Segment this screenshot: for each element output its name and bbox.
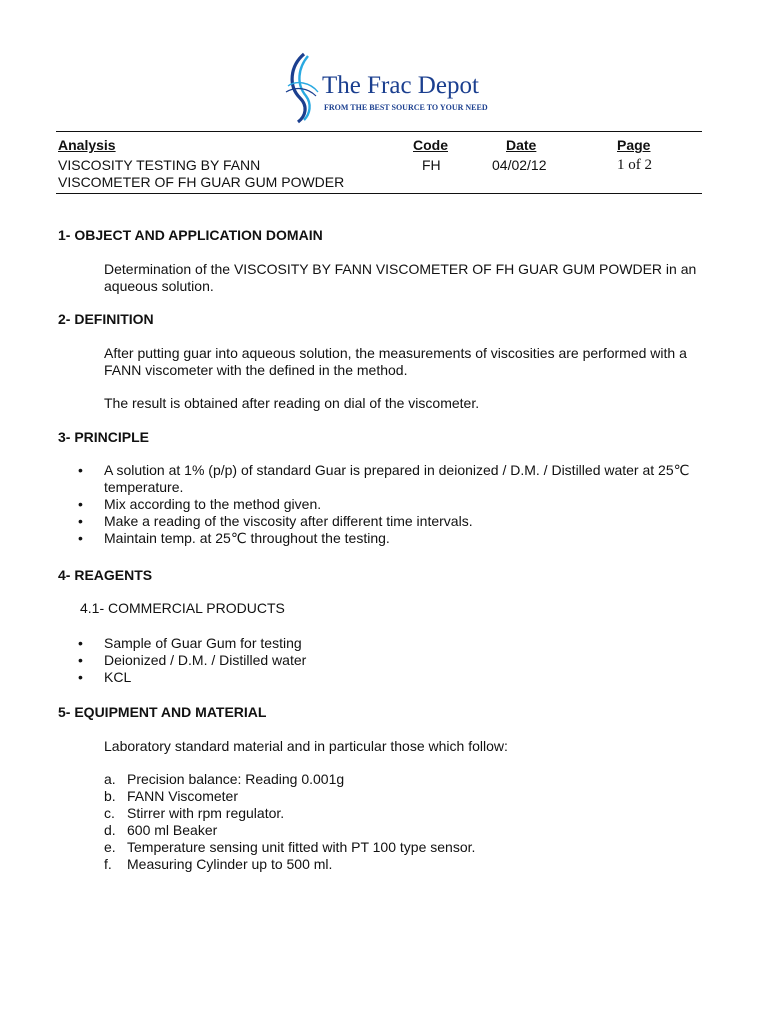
section-2-text-2: The result is obtained after reading on dial of the viscometer. (104, 395, 480, 411)
list-item (104, 788, 704, 805)
list-marker: b. (104, 788, 116, 804)
list-item-text: Sample of Guar Gum for testing (104, 635, 302, 651)
section-1-title: 1- OBJECT AND APPLICATION DOMAIN (58, 227, 323, 243)
logo-tagline: FROM THE BEST SOURCE TO YOUR NEED (324, 103, 488, 112)
list-marker: d. (104, 822, 116, 838)
list-item-text: Measuring Cylinder up to 500 ml. (127, 856, 333, 872)
list-item: • A solution at 1% (p/p) of standard Guar is prepared in deionized / D.M. / Distilled water at 25℃ temperature. (78, 462, 690, 495)
code-value: FH (422, 157, 441, 173)
list-item-text: Temperature sensing unit fitted with PT 100 type sensor. (127, 839, 476, 855)
list-item (104, 856, 704, 873)
list-item-text: Stirrer with rpm regulator. (127, 805, 285, 821)
section-3-title: 3- PRINCIPLE (58, 429, 150, 445)
list-item (104, 839, 704, 856)
list-item-text: Deionized / D.M. / Distilled water (104, 652, 307, 668)
section-4-title: 4- REAGENTS (58, 567, 153, 583)
list-item: • Make a reading of the viscosity after different time intervals. (78, 513, 473, 529)
analysis-title-line1: VISCOSITY TESTING BY FANN (58, 157, 261, 173)
section-2-text-1: After putting guar into aqueous solution, the measurements of viscosities are performed with a FANN viscometer with the defined in the method. (104, 345, 687, 378)
page-value: 1 of 2 (617, 157, 652, 173)
list-item: • Maintain temp. at 25℃ throughout the testing. (78, 530, 390, 546)
principle-list (78, 462, 708, 547)
list-item (104, 805, 704, 822)
list-item: • Deionized / D.M. / Distilled water (78, 652, 307, 668)
header-date-label: Date (506, 137, 537, 153)
list-item-text: Precision balance: Reading 0.001g (127, 771, 345, 787)
list-item-text: KCL (104, 669, 132, 685)
section-5-intro: Laboratory standard material and in particular those which follow: (104, 738, 508, 754)
logo-wordmark: The Frac Depot (322, 72, 479, 99)
header-bottom-rule (56, 193, 702, 194)
header-page-label: Page (617, 137, 651, 153)
section-2-title: 2- DEFINITION (58, 311, 154, 327)
list-item-text: Make a reading of the viscosity after different time intervals. (104, 513, 473, 529)
list-marker: e. (104, 839, 116, 855)
section-4-subtitle: 4.1- COMMERCIAL PRODUCTS (80, 600, 285, 616)
header-code-label: Code (413, 137, 448, 153)
list-item (104, 822, 704, 839)
analysis-title-line2: VISCOMETER OF FH GUAR GUM POWDER (58, 174, 345, 190)
header-top-rule (56, 131, 702, 132)
list-marker: f. (104, 856, 112, 872)
section-1-text: Determination of the VISCOSITY BY FANN VISCOMETER OF FH GUAR GUM POWDER in an aqueous solution. (104, 261, 697, 294)
list-item (104, 771, 704, 788)
list-marker: a. (104, 771, 116, 787)
list-item-text: Maintain temp. at 25℃ throughout the testing. (104, 530, 390, 546)
list-item: • Mix according to the method given. (78, 496, 322, 512)
list-marker: c. (104, 805, 115, 821)
list-item: • KCL (78, 669, 132, 685)
list-item-text: Mix according to the method given. (104, 496, 322, 512)
list-item-text: A solution at 1% (p/p) of standard Guar is prepared in deionized / D.M. / Distilled water at 25℃ temperature. (104, 462, 690, 495)
date-value: 04/02/12 (492, 157, 547, 173)
section-5-title: 5- EQUIPMENT AND MATERIAL (58, 704, 267, 720)
header-analysis-label: Analysis (58, 137, 116, 153)
company-logo (284, 52, 504, 124)
reagents-list (78, 635, 708, 686)
list-item-text: FANN Viscometer (127, 788, 238, 804)
equipment-list (104, 771, 704, 873)
list-item: • Sample of Guar Gum for testing (78, 635, 302, 651)
list-item-text: 600 ml Beaker (127, 822, 218, 838)
